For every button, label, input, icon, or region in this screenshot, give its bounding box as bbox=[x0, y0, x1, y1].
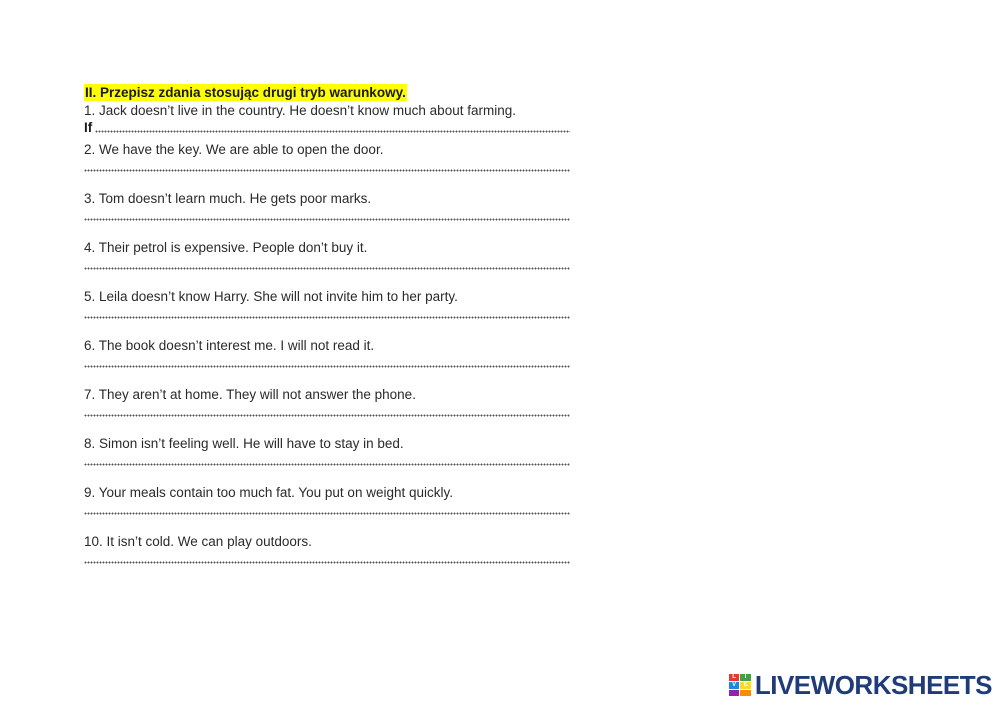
answer-line[interactable] bbox=[84, 550, 570, 567]
answer-line[interactable] bbox=[84, 207, 570, 224]
answer-line[interactable] bbox=[84, 403, 570, 420]
dotted-line bbox=[84, 218, 570, 221]
worksheet-heading: II. Przepisz zdania stosując drugi tryb warunkowy. bbox=[85, 85, 406, 100]
exercise-sentence: 9. Your meals contain too much fat. You put on weight quickly. bbox=[84, 485, 453, 500]
worksheet bbox=[84, 84, 570, 582]
logo-tile: E bbox=[740, 682, 751, 689]
liveworksheets-logo bbox=[729, 671, 992, 699]
answer-line[interactable] bbox=[84, 305, 570, 322]
dotted-line bbox=[84, 365, 570, 368]
answer-line[interactable] bbox=[84, 256, 570, 273]
exercise-item-8 bbox=[84, 435, 570, 469]
exercise-item-3 bbox=[84, 190, 570, 224]
exercise-sentence: 5. Leila doesn’t know Harry. She will not invite him to her party. bbox=[84, 289, 458, 304]
logo-text: LIVEWORKSHEETS bbox=[754, 670, 992, 700]
exercise-sentence: 10. It isn’t cold. We can play outdoors. bbox=[84, 534, 312, 549]
logo-tile: V bbox=[729, 682, 740, 689]
logo-tile: L bbox=[729, 674, 740, 681]
logo-tile bbox=[729, 690, 740, 696]
dotted-line bbox=[84, 512, 570, 515]
logo-tile: I bbox=[740, 674, 751, 681]
exercise-sentence: 1. Jack doesn’t live in the country. He doesn’t know much about farming. bbox=[84, 103, 516, 118]
dotted-line bbox=[95, 130, 570, 133]
exercise-sentence: 8. Simon isn’t feeling well. He will have to stay in bed. bbox=[84, 436, 404, 451]
dotted-line bbox=[84, 316, 570, 319]
logo-tile bbox=[740, 690, 751, 696]
dotted-line bbox=[84, 561, 570, 564]
dotted-line bbox=[84, 414, 570, 417]
exercise-sentence: 7. They aren’t at home. They will not answer the phone. bbox=[84, 387, 416, 402]
exercise-item-1 bbox=[84, 102, 570, 136]
exercise-item-7 bbox=[84, 386, 570, 420]
exercise-sentence: 4. Their petrol is expensive. People don’t buy it. bbox=[84, 240, 368, 255]
answer-line[interactable] bbox=[84, 354, 570, 371]
exercise-item-6 bbox=[84, 337, 570, 371]
exercise-item-5 bbox=[84, 288, 570, 322]
exercise-item-2 bbox=[84, 141, 570, 175]
exercise-sentence: 2. We have the key. We are able to open the door. bbox=[84, 142, 384, 157]
answer-line[interactable] bbox=[84, 452, 570, 469]
liveworksheets-logo-icon bbox=[729, 674, 751, 696]
exercise-item-10 bbox=[84, 533, 570, 567]
exercise-sentence: 6. The book doesn’t interest me. I will not read it. bbox=[84, 338, 375, 353]
answer-prefix: If bbox=[84, 120, 93, 135]
answer-line[interactable] bbox=[84, 501, 570, 518]
dotted-line bbox=[84, 267, 570, 270]
dotted-line bbox=[84, 463, 570, 466]
exercise-item-4 bbox=[84, 239, 570, 273]
exercise-item-9 bbox=[84, 484, 570, 518]
answer-line[interactable] bbox=[84, 119, 570, 136]
answer-line[interactable] bbox=[84, 158, 570, 175]
dotted-line bbox=[84, 169, 570, 172]
exercise-sentence: 3. Tom doesn’t learn much. He gets poor marks. bbox=[84, 191, 372, 206]
